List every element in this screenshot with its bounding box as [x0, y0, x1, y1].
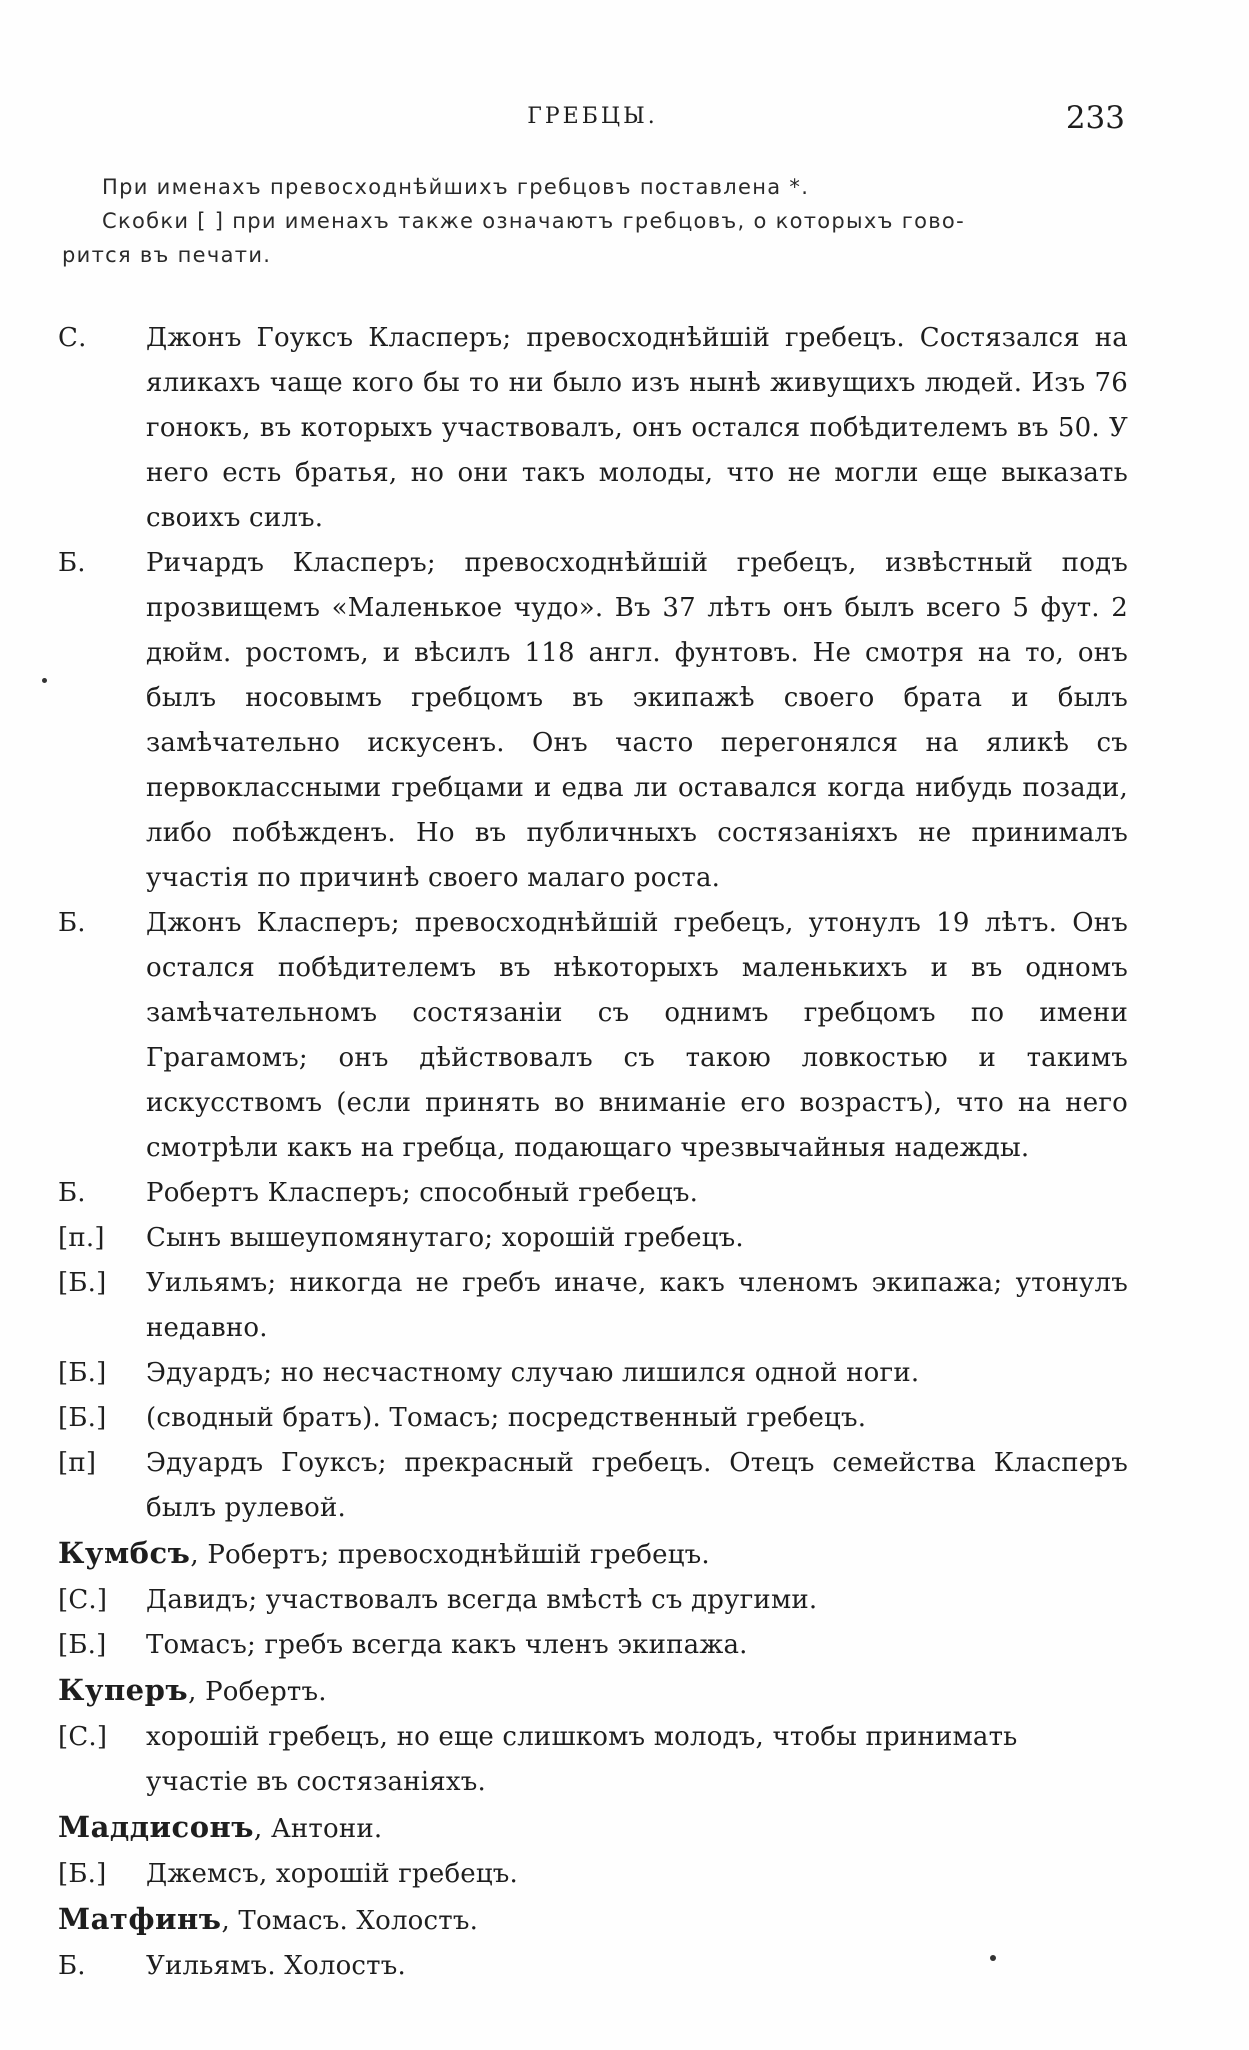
note-line: Скобки [ ] при именахъ также означаютъ гребцовъ, о которыхъ гово- — [102, 209, 965, 233]
entry-text: Томасъ; гребъ всегда какъ членъ экипажа. — [146, 1630, 748, 1660]
entry-marker: [Б.] — [58, 1859, 107, 1889]
list-entry — [58, 1715, 1128, 1805]
family-heading — [58, 1668, 1128, 1715]
entry-text: Джемсъ, хорошій гребецъ. — [146, 1859, 519, 1889]
entry-marker: С. — [58, 323, 87, 353]
entry-text: , Робертъ. — [188, 1677, 327, 1707]
entry-marker: [п] — [58, 1448, 97, 1478]
entry-marker: [С.] — [58, 1722, 108, 1752]
list-entry — [58, 1944, 1128, 1989]
entry-text: Давидъ; участвовалъ всегда вмѣстѣ съ другими. — [146, 1585, 818, 1615]
entry-text: Эдуардъ Гоуксъ; прекрасный гребецъ. Отецъ семейства Класперъ былъ рулевой. — [146, 1448, 1128, 1523]
list-entry — [58, 1396, 1128, 1441]
note-line: рится въ печати. — [62, 243, 272, 267]
entry-marker: [п.] — [58, 1223, 105, 1253]
running-title: ГРЕБЦЫ. — [527, 104, 658, 129]
list-entry — [58, 1578, 1128, 1623]
entry-text: , Антони. — [254, 1814, 383, 1844]
rowers-list — [58, 316, 1128, 1989]
list-entry — [58, 1351, 1128, 1396]
family-surname: Кумбсъ — [58, 1536, 191, 1570]
family-surname: Маддисонъ — [58, 1810, 255, 1844]
entry-text: Джонъ Гоуксъ Класперъ; превосходнѣйшій гребецъ. Состязался на яликахъ чаще кого бы то ни было изъ нынѣ живущихъ людей. Изъ 76 гонокъ, въ которыхъ участвовалъ, онъ остался побѣдителемъ въ 50. У него есть братья, но они такъ молоды, что не могли еще выказать своихъ силъ. — [146, 323, 1128, 533]
list-entry — [58, 1623, 1128, 1668]
list-entry — [58, 541, 1128, 901]
entry-text: Сынъ вышеупомянутаго; хорошій гребецъ. — [146, 1223, 744, 1253]
entry-text: Робертъ Класперъ; способный гребецъ. — [146, 1178, 699, 1208]
list-entry — [58, 1216, 1128, 1261]
family-heading — [58, 1531, 1128, 1578]
entry-text: (сводный братъ). Томасъ; посредственный гребецъ. — [146, 1403, 867, 1433]
family-surname: Матфинъ — [58, 1902, 222, 1936]
entry-marker: [Б.] — [58, 1630, 107, 1660]
entry-text: хорошій гребецъ, но еще слишкомъ молодъ, чтобы принимать участіе въ состязаніяхъ. — [146, 1722, 1018, 1797]
ink-speck — [42, 678, 47, 683]
family-heading — [58, 1805, 1128, 1852]
entry-marker: Б. — [58, 548, 86, 578]
entry-marker: Б. — [58, 1178, 86, 1208]
entry-text: Джонъ Класперъ; превосходнѣйшій гребецъ, утонулъ 19 лѣтъ. Онъ остался побѣдителемъ въ нѣкоторыхъ маленькихъ и въ одномъ замѣчательномъ состязаніи съ однимъ гребцомъ по имени Грагамомъ; онъ дѣйствовалъ съ такою ловкостью и такимъ искусствомъ (если принять во вниманіе его возрастъ), что на него смотрѣли какъ на гребца, подающаго чрезвычайныя надежды. — [146, 908, 1128, 1163]
list-entry — [58, 1171, 1128, 1216]
entry-text: , Робертъ; превосходнѣйшій гребецъ. — [190, 1540, 710, 1570]
entry-text: , Томасъ. Холостъ. — [221, 1906, 479, 1936]
entry-text: Ричардъ Класперъ; превосходнѣйшій гребецъ, извѣстный подъ прозвищемъ «Маленькое чудо». Въ 37 лѣтъ онъ былъ всего 5 фут. 2 дюйм. ростомъ, и вѣсилъ 118 англ. фунтовъ. Не смотря на то, онъ былъ носовымъ гребцомъ въ экипажѣ своего брата и былъ замѣчательно искусенъ. Онъ часто перегонялся на яликѣ съ первоклассными гребцами и едва ли оставался когда нибудь позади, либо побѣжденъ. Но въ публичныхъ состязаніяхъ не принималъ участія по причинѣ своего малаго роста. — [146, 548, 1128, 893]
entry-text: Эдуардъ; но несчастному случаю лишился одной ноги. — [146, 1358, 920, 1388]
entry-marker: [Б.] — [58, 1268, 107, 1298]
entry-marker: Б. — [58, 1951, 86, 1981]
list-entry — [58, 1852, 1128, 1897]
entry-marker: [Б.] — [58, 1403, 107, 1433]
family-surname: Куперъ — [58, 1673, 189, 1707]
entry-text: Уильямъ. Холостъ. — [146, 1951, 406, 1981]
explanatory-note — [62, 170, 1122, 272]
page-number: 233 — [1065, 100, 1125, 136]
ink-speck — [990, 1955, 996, 1961]
entry-marker: Б. — [58, 908, 86, 938]
entry-marker: [Б.] — [58, 1358, 107, 1388]
family-heading — [58, 1897, 1128, 1944]
entry-marker: [С.] — [58, 1585, 108, 1615]
entry-text: Уильямъ; никогда не гребъ иначе, какъ членомъ экипажа; утонулъ недавно. — [146, 1268, 1128, 1343]
list-entry — [58, 901, 1128, 1171]
list-entry — [58, 1441, 1128, 1531]
list-entry — [58, 1261, 1128, 1351]
running-head — [60, 100, 1125, 140]
list-entry — [58, 316, 1128, 541]
note-line: При именахъ превосходнѣйшихъ гребцовъ поставлена *. — [102, 175, 810, 199]
